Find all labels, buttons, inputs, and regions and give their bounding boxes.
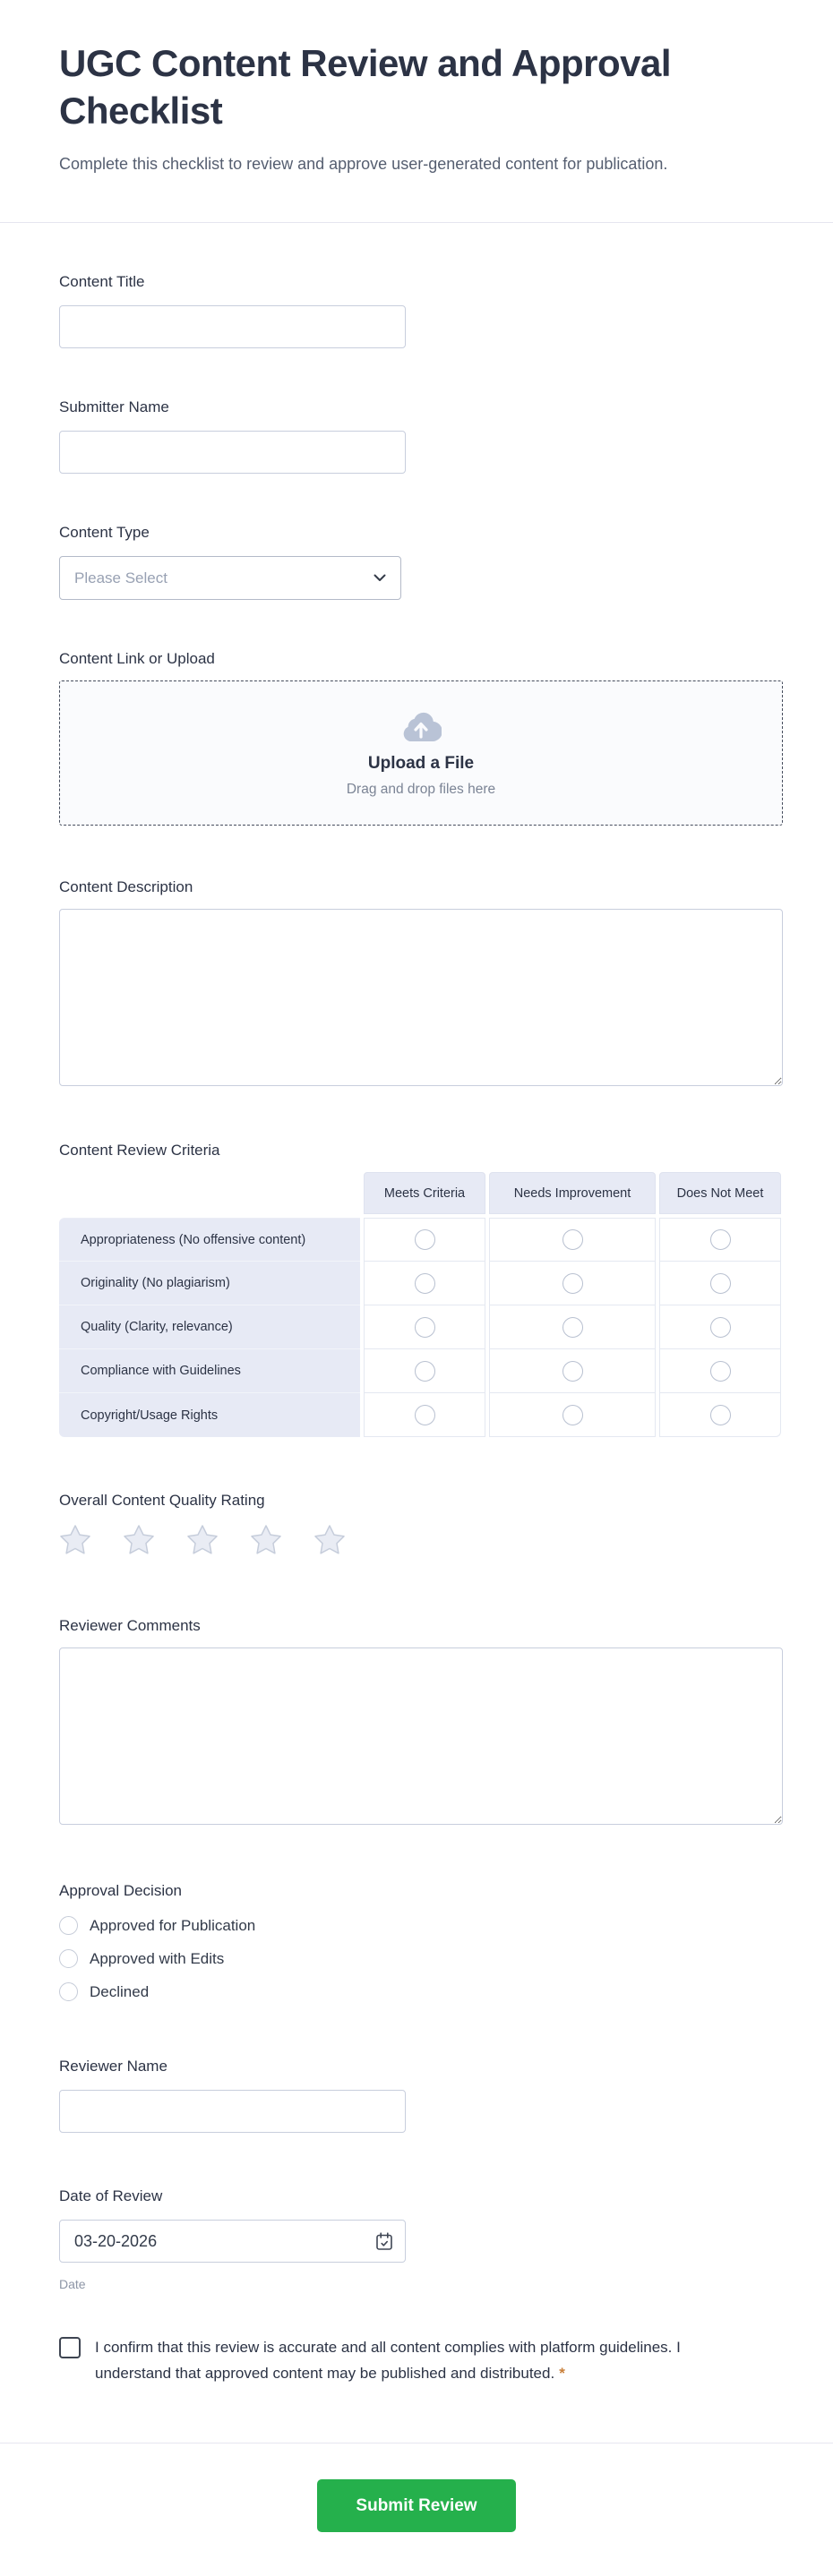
- submit-button[interactable]: Submit Review: [317, 2479, 516, 2532]
- criteria-radio-quality-meets[interactable]: [415, 1317, 435, 1338]
- criteria-radio-copyright-meets[interactable]: [415, 1405, 435, 1425]
- reviewer-comments-textarea[interactable]: [59, 1647, 783, 1825]
- quality-rating-label: Overall Content Quality Rating: [59, 1492, 265, 1509]
- field-date-of-review: [59, 2186, 783, 2291]
- content-type-placeholder: Please Select: [74, 569, 167, 586]
- file-upload-dropzone[interactable]: [59, 680, 783, 826]
- approval-option-approved-publication[interactable]: [59, 1916, 783, 1935]
- approval-option-label: Approved for Publication: [90, 1916, 256, 1934]
- criteria-radio-originality-notmeet[interactable]: [710, 1273, 731, 1294]
- criteria-row-label: Copyright/Usage Rights: [59, 1393, 360, 1437]
- field-quality-rating: [59, 1490, 783, 1560]
- content-description-label: Content Description: [59, 878, 193, 895]
- criteria-radio-appropriateness-needs[interactable]: [562, 1229, 583, 1250]
- upload-cloud-icon: [400, 709, 442, 741]
- form-header: [0, 0, 833, 177]
- criteria-col-does-not-meet: Does Not Meet: [659, 1172, 781, 1214]
- content-title-input[interactable]: [59, 305, 406, 348]
- field-submitter-name: [59, 397, 783, 474]
- date-sublabel: Date: [59, 2277, 86, 2291]
- criteria-cell: [489, 1393, 656, 1437]
- approval-option-label: Approved with Edits: [90, 1949, 225, 1967]
- field-reviewer-comments: [59, 1615, 783, 1825]
- criteria-corner-cell: [59, 1172, 360, 1218]
- date-input[interactable]: [59, 2220, 406, 2263]
- criteria-cell: [489, 1262, 656, 1305]
- field-content-type: [59, 522, 783, 600]
- header-divider: [0, 222, 833, 223]
- star-rating-4[interactable]: [250, 1524, 282, 1560]
- criteria-cell: [364, 1349, 485, 1393]
- criteria-cell: [659, 1393, 781, 1437]
- criteria-radio-originality-meets[interactable]: [415, 1273, 435, 1294]
- radio-approved-publication[interactable]: [59, 1916, 78, 1935]
- criteria-col-meets: Meets Criteria: [364, 1172, 485, 1214]
- criteria-radio-copyright-notmeet[interactable]: [710, 1405, 731, 1425]
- approval-option-label: Declined: [90, 1982, 150, 2000]
- criteria-cell: [659, 1218, 781, 1262]
- content-type-label: Content Type: [59, 524, 150, 541]
- form-footer: [0, 2443, 833, 2576]
- criteria-radio-compliance-notmeet[interactable]: [710, 1361, 731, 1382]
- page-subtitle: Complete this checklist to review and approve user-generated content for publication.: [59, 155, 668, 173]
- star-rating-3[interactable]: [186, 1524, 219, 1560]
- field-approval-decision: [59, 1880, 783, 2001]
- star-rating-5[interactable]: [313, 1524, 346, 1560]
- criteria-cell: [659, 1305, 781, 1349]
- criteria-cell: [489, 1349, 656, 1393]
- approval-option-approved-edits[interactable]: [59, 1949, 783, 1968]
- criteria-row-label: Appropriateness (No offensive content): [59, 1218, 360, 1262]
- form-body: [0, 271, 833, 2386]
- upload-hint: Drag and drop files here: [346, 781, 496, 797]
- calendar-icon[interactable]: [375, 2232, 393, 2251]
- submitter-name-label: Submitter Name: [59, 398, 169, 415]
- criteria-radio-quality-needs[interactable]: [562, 1317, 583, 1338]
- page-title: UGC Content Review and Approval Checklist: [59, 42, 672, 132]
- reviewer-name-label: Reviewer Name: [59, 2058, 167, 2075]
- criteria-cell: [364, 1262, 485, 1305]
- criteria-cell: [364, 1393, 485, 1437]
- criteria-radio-copyright-needs[interactable]: [562, 1405, 583, 1425]
- review-criteria-label: Content Review Criteria: [59, 1142, 220, 1159]
- criteria-row-label: Compliance with Guidelines: [59, 1349, 360, 1393]
- field-confirmation: [59, 2334, 686, 2386]
- content-title-label: Content Title: [59, 273, 145, 290]
- approval-decision-label: Approval Decision: [59, 1882, 183, 1899]
- field-content-upload: [59, 648, 783, 826]
- submitter-name-input[interactable]: [59, 431, 406, 474]
- criteria-row-label: Originality (No plagiarism): [59, 1262, 360, 1305]
- criteria-cell: [659, 1262, 781, 1305]
- content-type-select[interactable]: [59, 556, 401, 600]
- field-content-title: [59, 271, 783, 348]
- chevron-down-icon: [374, 574, 386, 582]
- criteria-radio-quality-notmeet[interactable]: [710, 1317, 731, 1338]
- criteria-cell: [364, 1218, 485, 1262]
- star-rating-1[interactable]: [59, 1524, 91, 1560]
- reviewer-comments-label: Reviewer Comments: [59, 1617, 201, 1634]
- content-description-textarea[interactable]: [59, 909, 783, 1086]
- criteria-table: [59, 1172, 783, 1437]
- criteria-cell: [489, 1218, 656, 1262]
- radio-approved-edits[interactable]: [59, 1949, 78, 1968]
- radio-declined[interactable]: [59, 1982, 78, 2001]
- criteria-radio-compliance-needs[interactable]: [562, 1361, 583, 1382]
- required-asterisk: *: [559, 2365, 565, 2382]
- date-of-review-label: Date of Review: [59, 2187, 163, 2204]
- criteria-cell: [489, 1305, 656, 1349]
- criteria-radio-appropriateness-notmeet[interactable]: [710, 1229, 731, 1250]
- reviewer-name-input[interactable]: [59, 2090, 406, 2133]
- date-value: 03-20-2026: [74, 2231, 158, 2250]
- criteria-radio-compliance-meets[interactable]: [415, 1361, 435, 1382]
- star-rating-2[interactable]: [123, 1524, 155, 1560]
- field-reviewer-name: [59, 2056, 783, 2133]
- field-review-criteria: [59, 1140, 783, 1437]
- confirmation-checkbox[interactable]: [59, 2337, 81, 2358]
- star-rating-group: [59, 1524, 783, 1560]
- approval-option-declined[interactable]: [59, 1982, 783, 2001]
- criteria-radio-appropriateness-meets[interactable]: [415, 1229, 435, 1250]
- field-content-description: [59, 877, 783, 1086]
- content-upload-label: Content Link or Upload: [59, 650, 215, 667]
- criteria-col-needs-improvement: Needs Improvement: [489, 1172, 656, 1214]
- upload-title: Upload a File: [367, 753, 475, 773]
- confirmation-text: I confirm that this review is accurate and all content complies with platform guidelines. I understand that approved content may be published and distributed. *: [95, 2339, 681, 2382]
- criteria-row-label: Quality (Clarity, relevance): [59, 1305, 360, 1349]
- criteria-cell: [659, 1349, 781, 1393]
- criteria-radio-originality-needs[interactable]: [562, 1273, 583, 1294]
- criteria-cell: [364, 1305, 485, 1349]
